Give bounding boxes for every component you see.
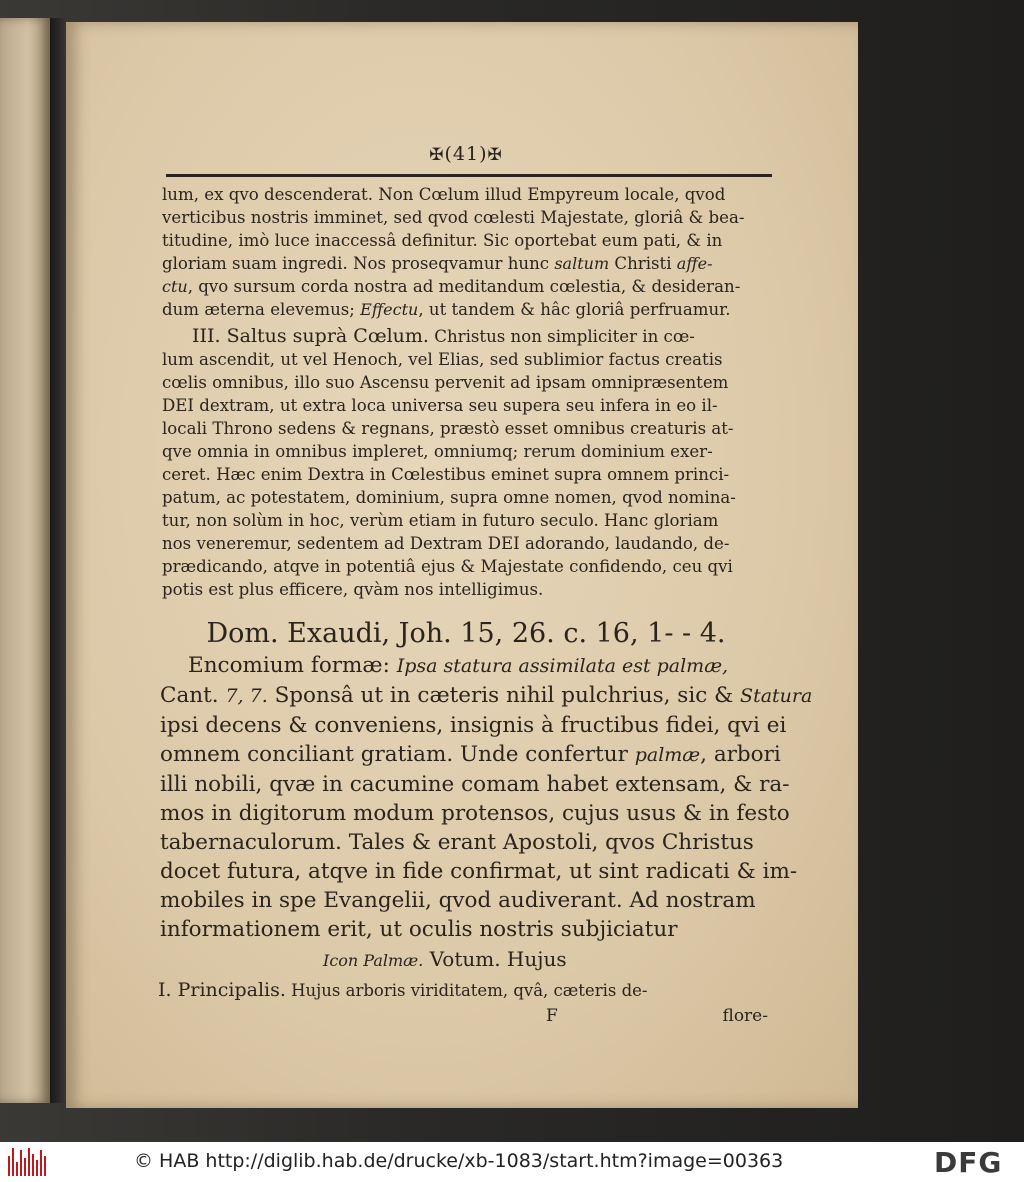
text-line: verticibus nostris imminet, sed qvod cœlesti Majestate, gloriâ & bea- [162, 208, 745, 227]
text-line: tabernaculorum. Tales & erant Apostoli, qvos Christus [160, 830, 754, 855]
section-heading: III. Saltus suprà Cœlum. [192, 325, 429, 347]
text-segment: , ut tandem & hâc gloriâ perfruamur. [418, 300, 731, 319]
text-line [160, 681, 813, 711]
text-line: patum, ac potestatem, dominium, supra omne nomen, qvod nomina- [162, 488, 736, 507]
text-line: docet futura, atqve in fide confirmat, ut sint radicati & im- [160, 859, 798, 884]
text-line: lum, ex qvo descenderat. Non Cœlum illud Empyreum locale, qvod [162, 185, 726, 204]
text-line: qve omnia in omnibus impleret, omniumq; rerum dominium exer- [162, 442, 713, 461]
dfg-logo: DFG [934, 1146, 1003, 1179]
italic-segment: ctu [162, 277, 188, 296]
text-line: prædicando, atqve in potentiâ ejus & Majestate confidendo, ceu qvi [162, 557, 733, 576]
text-line: titudine, imò luce inaccessâ definitur. Sic oportebat eum pati, & in [162, 231, 723, 250]
italic-segment: Icon Palmæ. [323, 951, 424, 970]
text-line: locali Throno sedens & regnans, præstò esset omnibus creaturis at- [162, 419, 734, 438]
page-number: (41) [444, 143, 488, 165]
italic-segment: affe- [676, 254, 713, 273]
footer-bar [0, 1142, 1024, 1182]
hab-barcode-icon [8, 1148, 46, 1176]
text-segment: Cant. [160, 683, 226, 708]
principalis-line [158, 976, 774, 1005]
catchword: flore- [722, 1006, 768, 1026]
text-line: nos veneremur, sedentem ad Dextram DEI adorando, laudando, de- [162, 534, 730, 553]
passage-ascension [162, 183, 774, 601]
italic-segment: Effectu [360, 300, 419, 319]
header-rule [166, 174, 772, 177]
text-line: ipsi decens & conveniens, insignis à fructibus fidei, qvi ei [160, 713, 787, 738]
italic-segment: 7, 7. [225, 685, 268, 707]
text-line: informationem erit, ut oculis nostris subjiciatur [160, 917, 678, 942]
text-line: cœlis omnibus, illo suo Ascensu pervenit ad ipsam omnipræsentem [162, 373, 729, 392]
text-line: DEI dextram, ut extra loca universa seu supera seu infera in eo il- [162, 396, 718, 415]
text-line [162, 298, 774, 321]
sermon-title: Dom. Exaudi, Joh. 15, 26. c. 16, 1- - 4. [206, 618, 726, 649]
italic-segment: Statura [740, 685, 813, 707]
text-line [162, 252, 774, 275]
page-header [158, 140, 774, 168]
ornament-left-icon: ✠ [429, 145, 445, 165]
votum-line [158, 944, 774, 976]
text-line: illi nobili, qvæ in cacumine comam habet extensam, & ra- [160, 772, 790, 797]
text-line: tur, non solùm in hoc, verùm etiam in futuro seculo. Hanc gloriam [162, 511, 719, 530]
signature-row [158, 1005, 774, 1029]
italic-segment: saltum [554, 254, 610, 273]
book-page [66, 22, 858, 1108]
section-heading: I. Principalis. [158, 979, 286, 1001]
facing-page-edge [0, 18, 50, 1103]
text-line: potis est plus efficere, qvàm nos intelligimus. [162, 580, 544, 599]
italic-segment: Ipsa statura assimilata est palmæ, [396, 655, 729, 677]
text-segment: gloriam suam ingredi. Nos prosеqvamur hunc [162, 254, 555, 273]
text-line [162, 275, 774, 298]
text-line: ceret. Hæc enim Dextra in Cœlestibus eminet supra omnem princi- [162, 465, 730, 484]
text-segment: Sponsâ ut in cæteris nihil pulchrius, sic & [267, 683, 741, 708]
passage-encomium [160, 651, 813, 944]
text-line: mos in digitorum modum protensos, cujus usus & in festo [160, 801, 790, 826]
text-line [160, 651, 774, 681]
italic-segment: palmæ [634, 744, 701, 766]
text-segment: dum æterna elevemus; [162, 300, 361, 319]
text-line [160, 740, 781, 770]
text-segment: , arbori [700, 742, 781, 767]
page-content [158, 140, 813, 1029]
text-segment: omnem conciliant gratiam. Unde confertur [160, 742, 635, 767]
text-segment: Hujus arboris viriditatem, qvâ, cæteris de- [285, 981, 648, 1000]
text-segment: Votum. Hujus [423, 947, 567, 971]
text-line: mobiles in spe Evangelii, qvod audiverant. Ad nostram [160, 888, 756, 913]
ornament-right-icon: ✠ [487, 145, 503, 165]
text-segment: Encomium formæ: [188, 653, 397, 678]
copyright-link[interactable]: © HAB http://diglib.hab.de/drucke/xb-1083/start.htm?image=00363 [134, 1150, 784, 1172]
text-line: lum ascendit, ut vel Henoch, vel Elias, sed sublimior factus creatis [162, 350, 723, 369]
text-line [162, 325, 774, 348]
text-segment: Christi [609, 254, 677, 273]
signature-mark: F [546, 1006, 558, 1026]
text-segment: Christus non simpliciter in cœ- [428, 327, 695, 346]
text-segment: , qvo sursum corda nostra ad meditandum cœlestia, & desideran- [187, 277, 741, 296]
